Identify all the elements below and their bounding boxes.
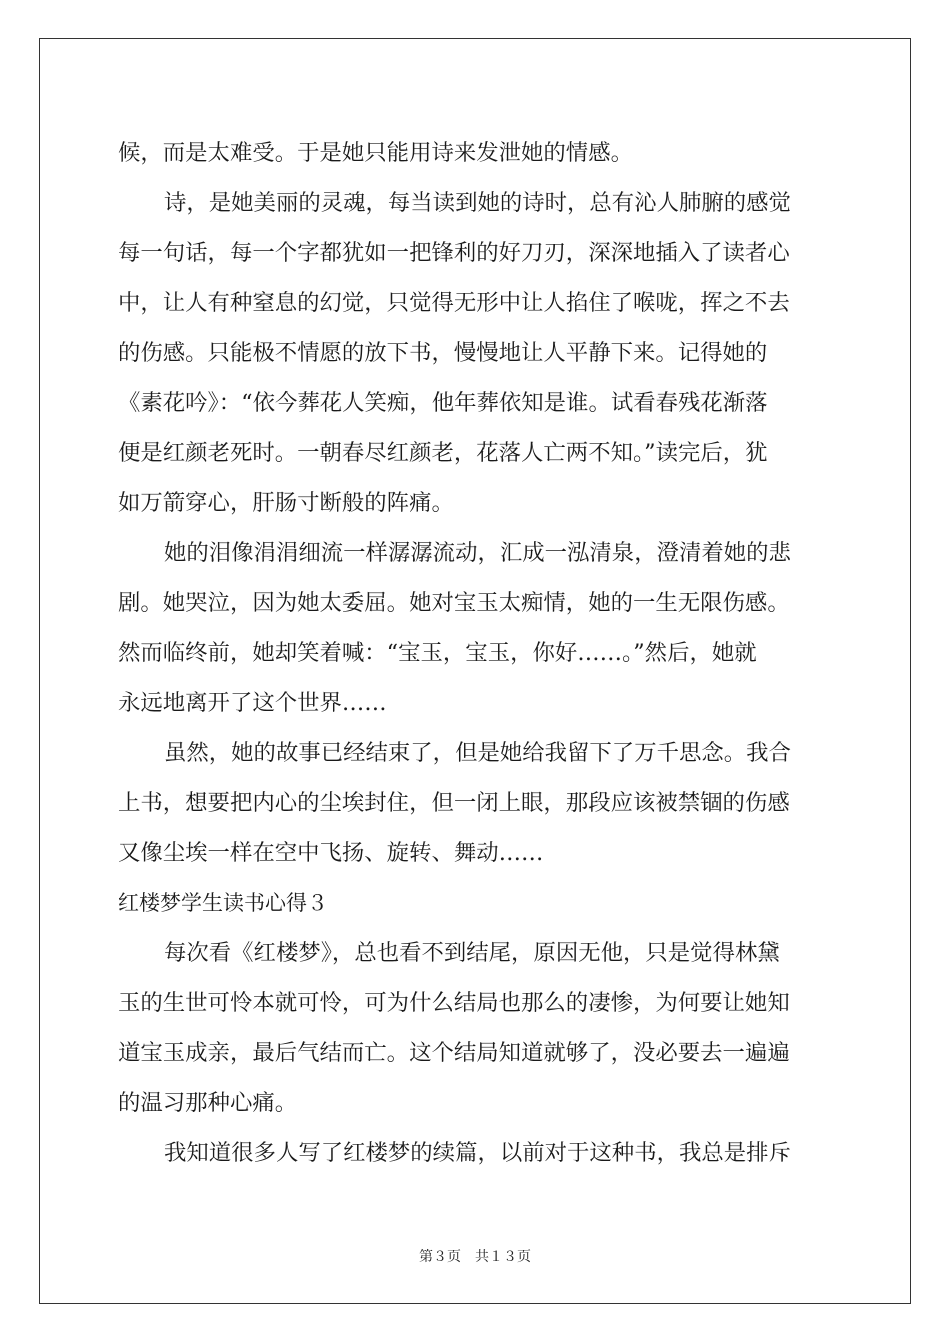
text-line: 然而临终前，她却笑着喊：“宝玉，宝玉，你好……。”然后，她就	[118, 640, 757, 666]
document-body	[118, 128, 838, 1178]
text-line: 候，而是太难受。于是她只能用诗来发泄她的情感。	[118, 140, 633, 166]
page-footer	[0, 1247, 950, 1267]
text-line: 剧。她哭泣，因为她太委屈。她对宝玉太痴情，她的一生无限伤感。	[118, 590, 790, 616]
text-line: 的温习那种心痛。	[118, 1090, 298, 1116]
text-line: 道宝玉成亲，最后气结而亡。这个结局知道就够了，没必要去一遍遍	[118, 1040, 790, 1066]
paragraph-start-line: 她的泪像涓涓细流一样潺潺流动，汇成一泓清泉，澄清着她的悲	[164, 540, 791, 566]
text-line: 上书，想要把内心的尘埃封住，但一闭上眼，那段应该被禁锢的伤感	[118, 790, 790, 816]
page-number: 第３页	[419, 1249, 461, 1265]
text-line: 《素花吟》：“依今葬花人笑痴，他年葬依知是谁。试看春残花渐落	[118, 390, 768, 416]
text-line: 永远地离开了这个世界……	[118, 690, 387, 716]
paragraph-start-line: 每次看《红楼梦》，总也看不到结尾，原因无他，只是觉得林黛	[164, 940, 780, 966]
text-line: 便是红颜老死时。一朝春尽红颜老，花落人亡两不知。”读完后，犹	[118, 440, 768, 466]
paragraph-start-line: 虽然，她的故事已经结束了，但是她给我留下了万千思念。我合	[164, 740, 791, 766]
paragraph-start-line: 诗，是她美丽的灵魂，每当读到她的诗时，总有沁人肺腑的感觉	[164, 190, 791, 216]
paragraph-start-line: 我知道很多人写了红楼梦的续篇，以前对于这种书，我总是排斥	[164, 1140, 791, 1166]
text-line: 如万箭穿心，肝肠寸断般的阵痛。	[118, 490, 454, 516]
text-line: 中，让人有种窒息的幻觉，只觉得无形中让人掐住了喉咙，挥之不去	[118, 290, 790, 316]
section-heading: 红楼梦学生读书心得３	[118, 891, 328, 915]
text-line: 玉的生世可怜本就可怜，可为什么结局也那么的凄惨，为何要让她知	[118, 990, 790, 1016]
text-line: 每一句话，每一个字都犹如一把锋利的好刀刃，深深地插入了读者心	[118, 240, 790, 266]
page-total: 共１３页	[475, 1249, 531, 1265]
text-line: 的伤感。只能极不情愿的放下书，慢慢地让人平静下来。记得她的	[118, 340, 768, 366]
text-line: 又像尘埃一样在空中飞扬、旋转、舞动……	[118, 840, 544, 866]
